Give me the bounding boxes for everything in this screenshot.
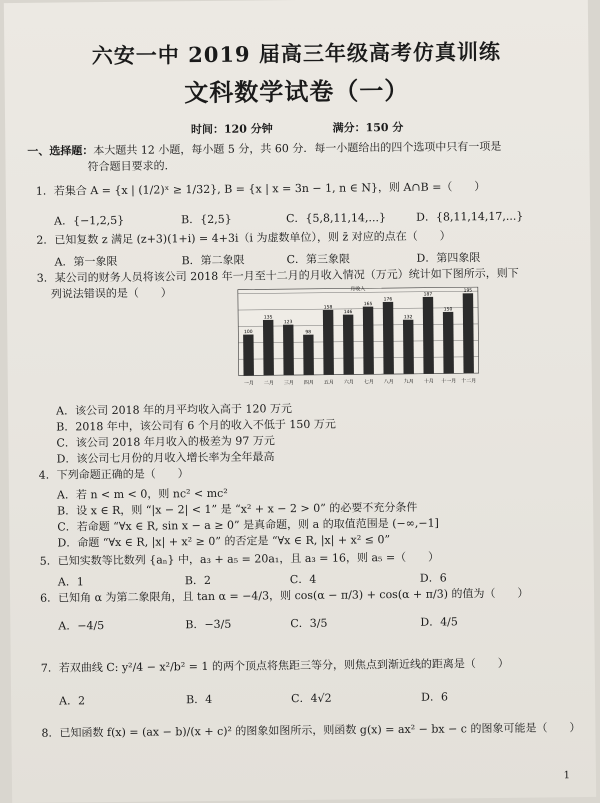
q7-option-a: A．2 xyxy=(59,694,86,708)
chart-frame xyxy=(238,287,479,376)
chart-data-label: 195 xyxy=(463,288,473,294)
chart-bar xyxy=(283,325,294,376)
q6-option-b: B．−3/5 xyxy=(185,617,232,632)
chart-bar xyxy=(403,320,414,374)
q4-option-c: C．若命题 “∀x ∈ R, sin x − a ≥ 0” 是真命题，则 a 的取值范围是 (−∞,−1] xyxy=(57,516,439,534)
q5-option-d: D．6 xyxy=(419,571,447,585)
q5-option-a: A．1 xyxy=(57,575,84,589)
chart-data-label: 123 xyxy=(283,320,293,326)
q2-option-b: B．第二象限 xyxy=(181,253,245,268)
chart-category-label: 十一月 xyxy=(441,378,457,385)
q1-option-d: D．{8,11,14,17,...} xyxy=(416,209,524,224)
q3-option-c: C．该公司 2018 年月收入的极差为 97 万元 xyxy=(56,434,275,450)
q3-stem-2: 列说法错误的是（ ） xyxy=(50,286,172,301)
q6-stem: 6．已知角 α 为第二象限角，且 tan α = −4/3，则 cos(α − π/3) + cos(α + π/3) 的值为（ ） xyxy=(39,586,529,605)
q4-option-a: A．若 n < m < 0，则 nc² < mc² xyxy=(56,486,228,502)
chart-bar xyxy=(423,297,434,374)
exam-time: 时间：120 分钟 xyxy=(190,122,273,137)
section-desc-1: 本大题共 12 小题，每小题 5 分，共 60 分．每一小题给出的四个选项中只有一项是 xyxy=(93,139,502,158)
chart-category-label: 九月 xyxy=(403,378,414,385)
chart-title: 月收入 xyxy=(350,286,366,293)
q6-option-c: C．3/5 xyxy=(290,616,328,631)
section-heading: 一、选择题： xyxy=(27,144,94,158)
q4-option-d: D．命题 “∀x ∈ R, |x| + x² ≥ 0” 的否定是 “∀x ∈ R, |x| + x² ≤ 0” xyxy=(57,533,391,550)
q3-option-d: D．该公司七月份的月收入增长率为全年最高 xyxy=(56,450,275,466)
q2-stem: 2．已知复数 z 满足 (z+3)(1+i) = 4+3i（i 为虚数单位），则 z̄ 对应的点在（ ） xyxy=(36,229,451,247)
chart-category-label: 五月 xyxy=(323,379,334,386)
chart-category-label: 十月 xyxy=(423,378,434,385)
q7-option-d: D．6 xyxy=(421,690,449,704)
chart-data-label: 98 xyxy=(305,330,312,336)
q2-option-d: D．第四象限 xyxy=(416,251,481,265)
q1-stem: 1．若集合 A = {x | (1/2)ˣ ≥ 1/32}, B = {x | x = 3n − 1, n ∈ N}，则 A∩B =（ ） xyxy=(35,180,486,198)
chart-data-label: 187 xyxy=(423,292,433,298)
chart-bar xyxy=(323,310,334,375)
q7-option-c: C．4√2 xyxy=(291,691,332,706)
exam-subtitle: 文科数学试卷（一） xyxy=(184,75,410,108)
chart-bar xyxy=(383,302,394,374)
income-chart-svg xyxy=(232,281,485,394)
q6-option-d: D．4/5 xyxy=(420,615,458,629)
q1-option-b: B．{2,5} xyxy=(181,212,232,227)
q3-option-b: B．2018 年中，该公司有 6 个月的收入不低于 150 万元 xyxy=(56,417,336,434)
chart-category-label: 七月 xyxy=(363,379,374,386)
q4-option-b: B．设 x ∈ R，则 “|x − 2| < 1” 是 “x² + x − 2 > 0” 的必要不充分条件 xyxy=(57,500,418,518)
q5-stem: 5．已知实数等比数列 {aₙ} 中，a₃ + a₅ = 20a₁，且 a₃ = 16，则 a₅ =（ ） xyxy=(39,550,440,568)
section-intro xyxy=(27,140,501,159)
chart-data-label: 150 xyxy=(443,307,453,313)
exam-title: 六安一中 2019 届高三年级高考仿真训练 xyxy=(91,38,502,69)
q5-option-c: C．4 xyxy=(289,572,317,587)
chart-category-label: 二月 xyxy=(263,380,274,387)
chart-data-label: 158 xyxy=(323,305,333,311)
q7-stem: 7．若双曲线 C: y²/4 − x²/b² = 1 的两个顶点将焦距三等分，则焦点到渐近线的距离是（ ） xyxy=(40,656,509,675)
chart-data-label: 146 xyxy=(343,310,353,316)
chart-bar xyxy=(363,307,374,375)
q2-option-c: C．第三象限 xyxy=(286,252,351,267)
chart-bar xyxy=(303,335,314,375)
chart-data-label: 132 xyxy=(403,315,413,321)
q3-option-a: A．该公司 2018 年的月平均收入高于 120 万元 xyxy=(56,402,293,418)
page-number: 1 xyxy=(563,770,571,782)
chart-bar xyxy=(243,334,254,375)
chart-data-label: 165 xyxy=(363,302,373,308)
chart-category-label: 一月 xyxy=(243,380,254,387)
income-bar-chart xyxy=(232,281,485,394)
chart-category-label: 三月 xyxy=(283,380,294,387)
exam-meta xyxy=(5,117,589,139)
chart-bar xyxy=(463,293,474,373)
q2-option-a: A．第一象限 xyxy=(54,254,118,269)
q1-option-c: C．{5,8,11,14,...} xyxy=(286,211,387,226)
chart-data-label: 100 xyxy=(243,329,253,336)
q6-option-a: A．−4/5 xyxy=(58,619,105,633)
exam-score: 满分：150 分 xyxy=(332,120,404,135)
chart-bar xyxy=(443,312,454,374)
q7-option-b: B．4 xyxy=(186,692,213,707)
chart-category-label: 十二月 xyxy=(461,378,477,385)
chart-bar xyxy=(263,320,274,375)
chart-bar xyxy=(343,315,354,375)
section-desc-2: 符合题目要求的． xyxy=(87,159,176,174)
chart-data-label: 135 xyxy=(263,315,273,321)
chart-category-label: 四月 xyxy=(303,379,314,386)
chart-data-label: 176 xyxy=(383,297,393,303)
exam-page xyxy=(4,0,596,803)
q4-stem: 4．下列命题正确的是（ ） xyxy=(38,467,189,482)
chart-category-label: 八月 xyxy=(383,379,394,386)
q5-option-b: B．2 xyxy=(184,573,212,588)
q3-stem-1: 3．某公司的财务人员将该公司 2018 年一月至十二月的月收入情况（万元）统计如下图所示，则下 xyxy=(36,266,519,285)
q8-stem: 8．已知函数 f(x) = (ax − b)/(x + c)² 的图象如图所示，则函数 g(x) = ax² − bx − c 的图象可能是（ ） xyxy=(41,721,581,740)
q1-option-a: A．{−1,2,5} xyxy=(54,213,125,228)
chart-category-label: 六月 xyxy=(343,379,354,386)
